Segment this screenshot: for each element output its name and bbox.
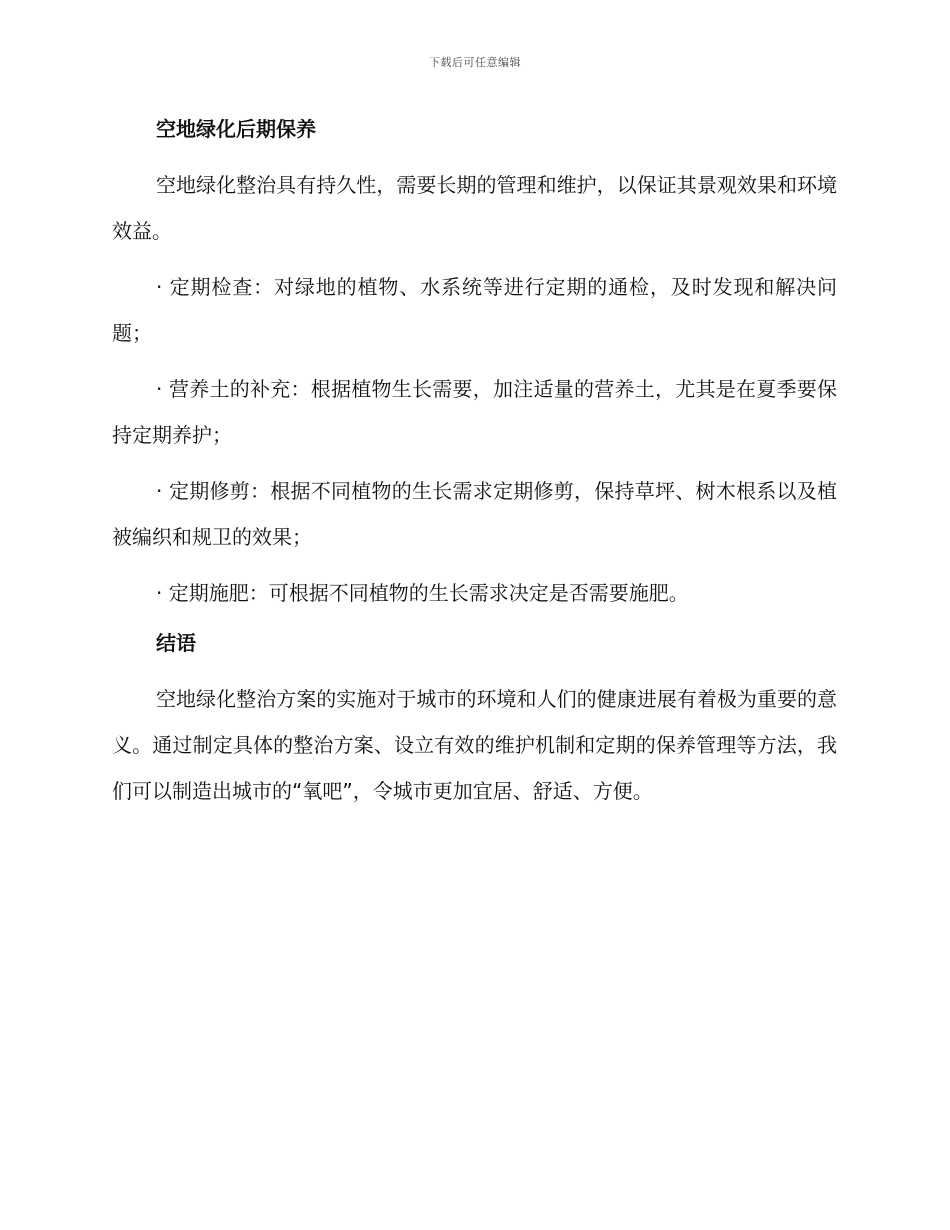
section-title-maintenance: 空地绿化后期保养 xyxy=(156,117,316,141)
list-item-regular-pruning: · 定期修剪：根据不同植物的生长需求定期修剪，保持草坪、树木根系以及植被编织和规卫的效果； xyxy=(112,479,837,549)
document-body xyxy=(112,112,837,824)
list-item-regular-fertilizing: · 定期施肥：可根据不同植物的生长需求决定是否需要施肥。 xyxy=(156,581,689,605)
page-header-note: 下载后可任意编辑 xyxy=(429,56,521,69)
section-title-conclusion: 结语 xyxy=(156,631,196,655)
list-item-regular-inspection: · 定期检查：对绿地的植物、水系统等进行定期的通检，及时发现和解决问题； xyxy=(112,275,837,345)
list-item-soil-supplement: · 营养土的补充：根据植物生长需要，加注适量的营养土，尤其是在夏季要保持定期养护； xyxy=(112,377,837,447)
conclusion-paragraph: 空地绿化整治方案的实施对于城市的环境和人们的健康进展有着极为重要的意义。通过制定具体的整治方案、设立有效的维护机制和定期的保养管理等方法，我们可以制造出城市的“氧吧”，令城市更加宜居、舒适、方便。 xyxy=(112,687,837,803)
maintenance-intro-paragraph: 空地绿化整治具有持久性，需要长期的管理和维护，以保证其景观效果和环境效益。 xyxy=(112,173,837,243)
